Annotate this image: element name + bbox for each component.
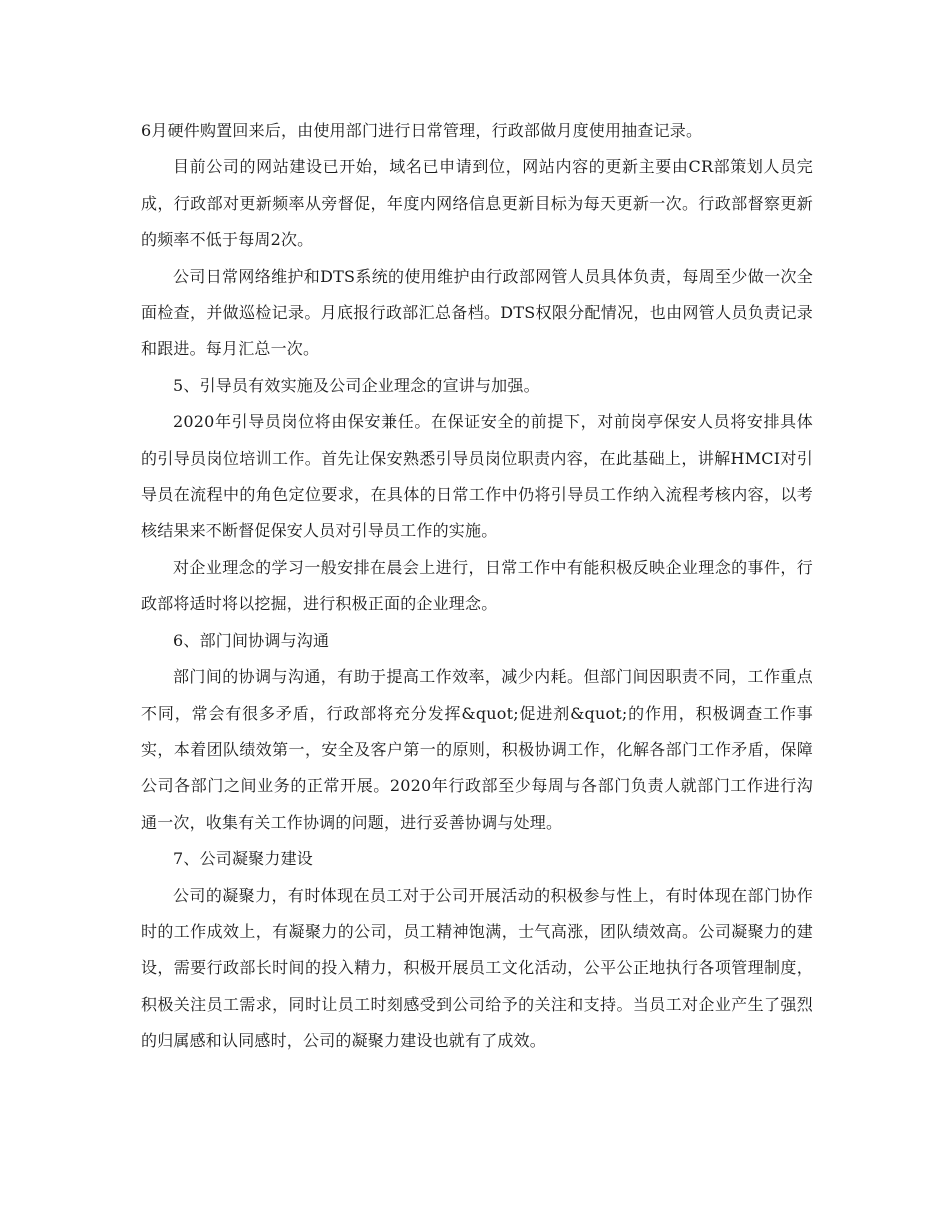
paragraph-coordination: 部门间的协调与沟通，有助于提高工作效率，减少内耗。但部门间因职责不同，工作重点不同，常会有很多矛盾，行政部将充分发挥&quot;促进剂&quot;的作用，积极调查工作事实，本着团队绩效第一，安全及客户第一的原则，积极协调工作，化解各部门工作矛盾，保障公司各部门之间业务的正常开展。2020年行政部至少每周与各部门负责人就部门工作进行沟通一次，收集有关工作协调的问题，进行妥善协调与处理。: [141, 667, 813, 832]
paragraph-cohesion: 公司的凝聚力，有时体现在员工对于公司开展活动的积极参与性上，有时体现在部门协作时的工作成效上，有凝聚力的公司，员工精神饱满，士气高涨，团队绩效高。公司凝聚力的建设，需要行政部长时间的投入精力，积极开展员工文化活动，公平公正地执行各项管理制度，积极关注员工需求，同时让员工时刻感受到公司给予的关注和支持。当员工对企业产生了强烈的归属感和认同感时，公司的凝聚力建设也就有了成效。: [141, 885, 813, 1051]
section-heading-7: 7、公司凝聚力建设: [173, 849, 313, 869]
document-body: [141, 113, 813, 1060]
paragraph-website: 目前公司的网站建设已开始，域名已申请到位，网站内容的更新主要由CR部策划人员完成，行政部对更新频率从旁督促，年度内网络信息更新目标为每天更新一次。行政部督察更新的频率不低于每周2次。: [141, 157, 813, 250]
section-heading-6: 6、部门间协调与沟通: [173, 630, 330, 650]
paragraph-hardware: 6月硬件购置回来后，由使用部门进行日常管理，行政部做月度使用抽查记录。: [141, 121, 703, 140]
paragraph-guide-staff: 2020年引导员岗位将由保安兼任。在保证安全的前提下，对前岗亭保安人员将安排具体的引导员岗位培训工作。首先让保安熟悉引导员岗位职责内容，在此基础上，讲解HMCI对引导员在流程中的角色定位要求，在具体的日常工作中仍将引导员工作纳入流程考核内容，以考核结果来不断督促保安人员对引导员工作的实施。: [141, 412, 813, 541]
paragraph-enterprise-concept: 对企业理念的学习一般安排在晨会上进行，日常工作中有能积极反映企业理念的事件，行政部将适时将以挖掘，进行积极正面的企业理念。: [141, 557, 813, 614]
paragraph-network-maintenance: 公司日常网络维护和DTS系统的使用维护由行政部网管人员具体负责，每周至少做一次全面检查，并做巡检记录。月底报行政部汇总备档。DTS权限分配情况，也由网管人员负责记录和跟进。每月汇总一次。: [141, 266, 813, 359]
section-heading-5: 5、引导员有效实施及公司企业理念的宣讲与加强。: [173, 375, 540, 395]
